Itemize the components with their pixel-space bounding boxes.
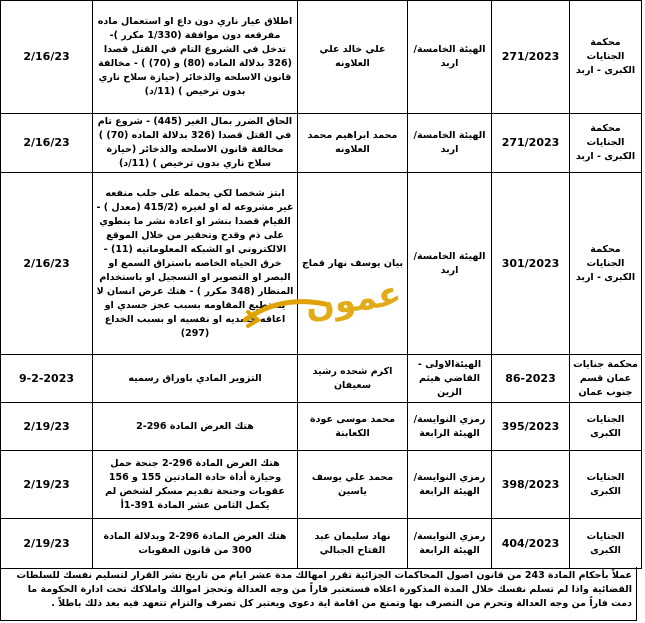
date-cell: 2/19/23 <box>1 519 93 569</box>
case-number-cell: 86-2023 <box>492 355 570 403</box>
date-cell: 2/16/23 <box>1 1 93 114</box>
watermark-logo: عمون <box>302 273 404 327</box>
table-row <box>1 1 642 114</box>
panel-cell: رمزي النوايسة/الهيئة الرابعة <box>408 451 492 519</box>
date-cell: 2/16/23 <box>1 114 93 173</box>
case-number-cell: 404/2023 <box>492 519 570 569</box>
defendant-name-cell: بيان يوسف نهار قماج <box>298 173 408 355</box>
defendant-name-cell: علي خالد علي العلاونه <box>298 1 408 114</box>
charge-cell: التزوير المادي باوراق رسميه <box>93 355 298 403</box>
case-number-cell: 271/2023 <box>492 114 570 173</box>
charge-cell: هتك العرض المادة 296-2 <box>93 403 298 451</box>
charge-cell: ابتز شخصا لكي يحمله على جلب منفعه غير مشروعه له او لغيره (415/2 (معدل ) - القيام قصدا بنشر او اعادة نشر ما ينطوي على ذم وقدح وتحقير من خلال الموقع الالكتروني او الشبكه المعلوماتيه (11) - خرق الحياه الخاصه باستراق السمع او البصر او التصوير او التسجيل او باستخدام المنظار (348 مكرر ) - هتك عرض انسان لا يستطيع المقاومه بسبب عجز جسدي او اعاقه جسديه او نفسيه او بسبب الخداع (297) <box>93 173 298 355</box>
case-number-cell: 301/2023 <box>492 173 570 355</box>
date-cell: 9-2-2023 <box>1 355 93 403</box>
charge-cell: هتك العرض المادة 296-2 جنحة حمل وحيازة أداة حادة المادتين 155 و 156 عقوبات وجنحة تقديم مسكر لشخص لم يكمل الثامن عشر المادة 391-1أ <box>93 451 298 519</box>
charge-cell: اطلاق عيار ناري دون داع او استعمال ماده مفرقعه دون موافقة (1/330 مكرر )- تدخل في الشروع التام في القتل قصدا (326 بدلالة الماده (80) و (70) ) - مخالفة قانون الاسلحه والذخائر (حيازة سلاح ناري بدون ترخيص ) (11/د) <box>93 1 298 114</box>
panel-cell: الهيئة الخامسة/ اربد <box>408 114 492 173</box>
panel-cell: الهيئةالاولى - القاضي هيثم الزين <box>408 355 492 403</box>
case-number-cell: 398/2023 <box>492 451 570 519</box>
table-row <box>1 519 642 569</box>
defendant-name-cell: محمد علي يوسف ياسين <box>298 451 408 519</box>
case-number-cell: 395/2023 <box>492 403 570 451</box>
court-cell: محكمة الجنايات الكبرى - اربد <box>570 1 642 114</box>
charge-cell: هتك العرض المادة 296-2 وبدلالة المادة 300 من قانون العقوبات <box>93 519 298 569</box>
court-cell: محكمة الجنايات الكبرى - اربد <box>570 173 642 355</box>
court-cell: الجنايات الكبرى <box>570 403 642 451</box>
defendant-name-cell: محمد ابراهيم محمد العلاونه <box>298 114 408 173</box>
date-cell: 2/19/23 <box>1 451 93 519</box>
date-cell: 2/16/23 <box>1 173 93 355</box>
panel-cell: الهيئة الخامسة/ اربد <box>408 1 492 114</box>
court-cell: محكمة جنايات عمان قسم جنوب عمان <box>570 355 642 403</box>
date-cell: 2/19/23 <box>1 403 93 451</box>
table-row <box>1 114 642 173</box>
defendant-name-cell: محمد موسى عودة الكعابنة <box>298 403 408 451</box>
table-row <box>1 355 642 403</box>
table-row <box>1 403 642 451</box>
legal-notice: عملاً بأحكام المادة 243 من قانون اصول المحاكمات الجزائية تقرر امهالك مدة عشر ايام من تاريخ نشر القرار لتسليم نفسك للسلطات القضائية واذا لم تسلم نفسك خلال المدة المذكورة اعلاه فستعتبر فاراً من وجه العدالة وتحجز اموالك واملاكك تحت ادارة الحكومة ما دمت فاراً من وجه العدالة وتحرم من التصرف بها وتمنع من اقامة اية دعوى ويعتبر كل تصرف والتزام تتعهد فيه بعد ذلك باطلاً . <box>0 567 637 621</box>
defendant-name-cell: نهاد سليمان عبد الفتاح الجبالي <box>298 519 408 569</box>
court-cell: الجنايات الكبرى <box>570 519 642 569</box>
table-row <box>1 451 642 519</box>
panel-cell: رمزي النوايسة/الهيئة الرابعة <box>408 519 492 569</box>
defendant-name-cell: اكرم شحده رشيد سعيفان <box>298 355 408 403</box>
case-number-cell: 271/2023 <box>492 1 570 114</box>
charge-cell: الحاق الضرر بمال الغير (445) - شروع تام في القتل قصدا (326 بدلالة الماده (70) ) مخالفة قانون الاسلحه والذخائر (حيازة سلاح ناري بدون ترخيص ) (11/د) <box>93 114 298 173</box>
panel-cell: الهيئة الخامسة/ اربد <box>408 173 492 355</box>
court-cell: الجنايات الكبرى <box>570 451 642 519</box>
panel-cell: رمزي النوايسة/الهيئة الرابعة <box>408 403 492 451</box>
court-cell: محكمة الجنايات الكبرى - اربد <box>570 114 642 173</box>
